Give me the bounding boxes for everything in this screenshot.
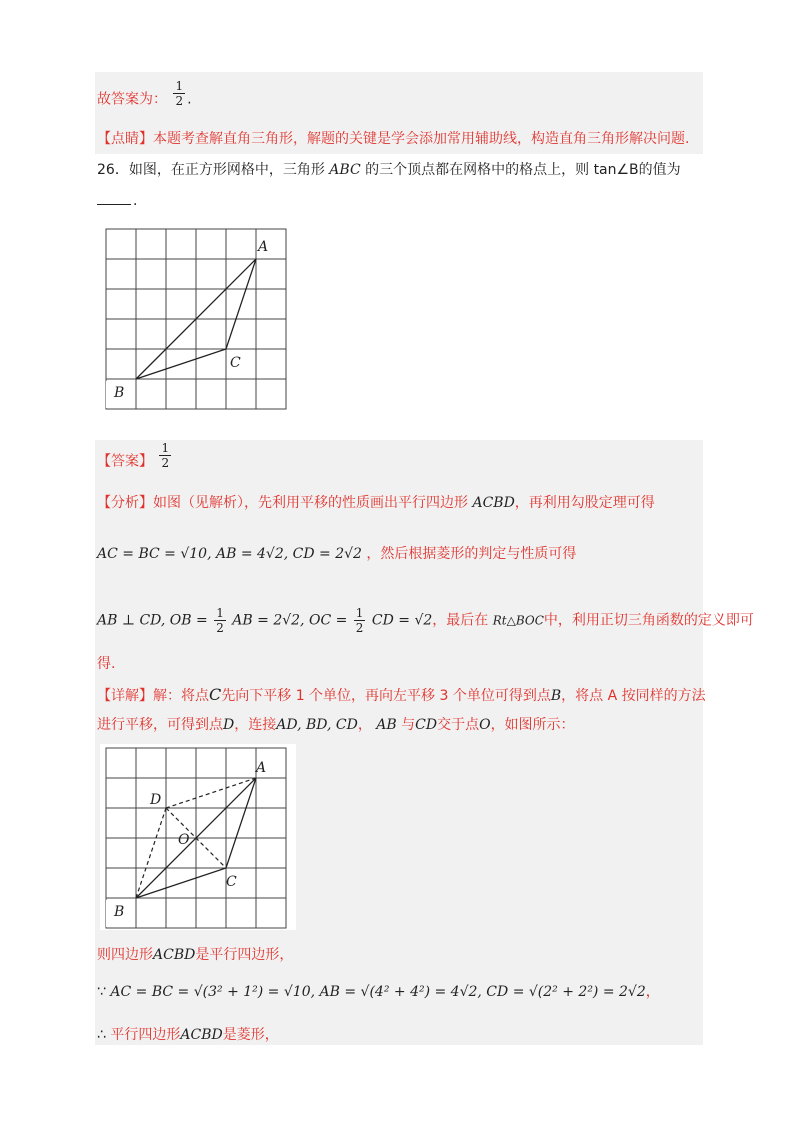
question-text-2: 的三个顶点都在网格中的格点上，则	[365, 162, 590, 178]
parallelogram-name: ACBD	[472, 495, 515, 511]
analysis-text-1: 如图（见解析），先利用平移的性质画出平行四边形	[153, 495, 468, 511]
fraction-numerator: 1	[355, 606, 364, 620]
fraction-numerator: 1	[175, 79, 184, 93]
point-c: C	[209, 685, 222, 704]
point-o: O	[479, 717, 491, 733]
analysis-text-2-tail: ，然后根据菱形的判定与性质可得	[366, 546, 577, 562]
answer-suffix: .	[187, 91, 192, 108]
label-o: O	[178, 832, 190, 848]
half-fraction-1	[214, 607, 226, 634]
conclusion-line-1	[97, 947, 293, 964]
detail-text: 与	[401, 717, 416, 733]
label-b: B	[114, 385, 125, 401]
length-equations: AC = BC = √10, AB = 4√2, CD = 2√2	[97, 546, 362, 562]
analysis-tag: 【分析】	[97, 495, 153, 511]
detail-text: ，如图所示：	[490, 717, 575, 733]
fraction-denominator: 2	[355, 621, 364, 635]
answer-prefix: 故答案为：	[97, 91, 167, 108]
conclusion-line-3	[97, 1027, 279, 1044]
analysis-text-1-tail: ，再利用勾股定理可得	[514, 495, 655, 511]
question-text-3: 的值为	[638, 162, 681, 178]
answer-blank	[97, 204, 131, 205]
analysis-text-3b: 中，利用正切三角函数的定义即可	[543, 612, 754, 629]
label-c: C	[230, 355, 241, 371]
pythagoras-equations: AC = BC = √(3² + 1²) = √10, AB = √(4² + 4²) = 4√2, CD = √(2² + 2²) = 2√2	[110, 984, 646, 1000]
fraction-numerator: 1	[216, 606, 224, 620]
question-line	[97, 162, 681, 179]
fraction-denominator: 2	[161, 456, 170, 470]
answer-value-fraction	[159, 442, 171, 469]
right-triangle-name: Rt△BOC	[492, 613, 544, 628]
analysis-line-3	[97, 607, 754, 634]
tip-text: 本题考查解直角三角形，解题的关键是学会添加常用辅助线，构造直角三角形解决问题.	[153, 131, 690, 147]
detail-text: 解：将点	[153, 688, 209, 704]
label-a: A	[258, 239, 269, 255]
analysis-line-4	[97, 656, 115, 673]
tip-line	[97, 131, 689, 148]
half-fraction-2	[354, 607, 366, 634]
answer-blank-line	[97, 193, 137, 210]
detail-text: 交于点	[437, 717, 480, 733]
tip-tag: 【点睛】	[97, 131, 153, 147]
point-b: B	[550, 688, 562, 704]
answer-tag: 【答案】	[97, 453, 153, 470]
conclusion-line-2	[97, 984, 660, 1001]
segment-ab: AB	[376, 717, 397, 733]
conclusion-text: 是平行四边形，	[195, 947, 294, 963]
because-symbol: ∵	[97, 984, 106, 1000]
detail-text: 先向下平移 1 个单位，再向左平移 3 个单位可得到点	[221, 688, 551, 704]
perp-equation-b: AB = 2√2, OC =	[232, 612, 348, 629]
conclusion-text: ，	[645, 984, 660, 1000]
point-d: D	[223, 717, 235, 733]
blank-end: .	[133, 193, 138, 209]
parallelogram-name: ACBD	[180, 1027, 223, 1043]
detail-text: ，连接	[234, 717, 277, 733]
fraction-numerator: 1	[161, 441, 170, 455]
detail-line-2	[97, 717, 575, 734]
answer-fraction	[173, 80, 185, 107]
conclusion-text: 平行四边形	[110, 1027, 181, 1043]
perp-equation-a: AB ⊥ CD, OB =	[97, 612, 208, 629]
answer-tag-line	[97, 441, 173, 475]
analysis-text-3a: ，最后在	[432, 612, 489, 629]
figure-grid-rhombus	[100, 744, 296, 930]
label-c: C	[226, 874, 237, 890]
question-text-1: 如图，在正方形网格中，三角形	[128, 162, 325, 178]
parallelogram-name: ACBD	[153, 947, 196, 963]
detail-text: ，	[357, 717, 372, 733]
figure-grid-triangle	[100, 225, 300, 415]
label-d: D	[150, 792, 162, 808]
fraction-denominator: 2	[216, 621, 224, 635]
segment-cd: CD	[415, 717, 438, 733]
answer-line	[97, 79, 192, 113]
detail-tag: 【详解】	[97, 688, 153, 704]
analysis-line-2	[97, 546, 576, 563]
analysis-text-4: 得.	[97, 656, 116, 672]
analysis-line-1	[97, 495, 655, 512]
label-a: A	[256, 760, 267, 776]
conclusion-text: 是菱形，	[222, 1027, 279, 1043]
fraction-denominator: 2	[175, 94, 184, 108]
triangle-name: ABC	[329, 162, 361, 178]
therefore-symbol: ∴	[97, 1027, 106, 1043]
tan-expression: tan∠B	[593, 162, 639, 178]
label-b: B	[114, 904, 125, 920]
detail-text: 进行平移，可得到点	[97, 717, 223, 733]
detail-text: ，将点 A 按同样的方法	[561, 688, 706, 704]
conclusion-text: 则四边形	[97, 947, 153, 963]
detail-line-1	[97, 685, 706, 705]
question-number: 26．	[97, 162, 129, 178]
perp-equation-c: CD = √2	[371, 612, 433, 629]
segments: AD, BD, CD	[276, 717, 358, 733]
